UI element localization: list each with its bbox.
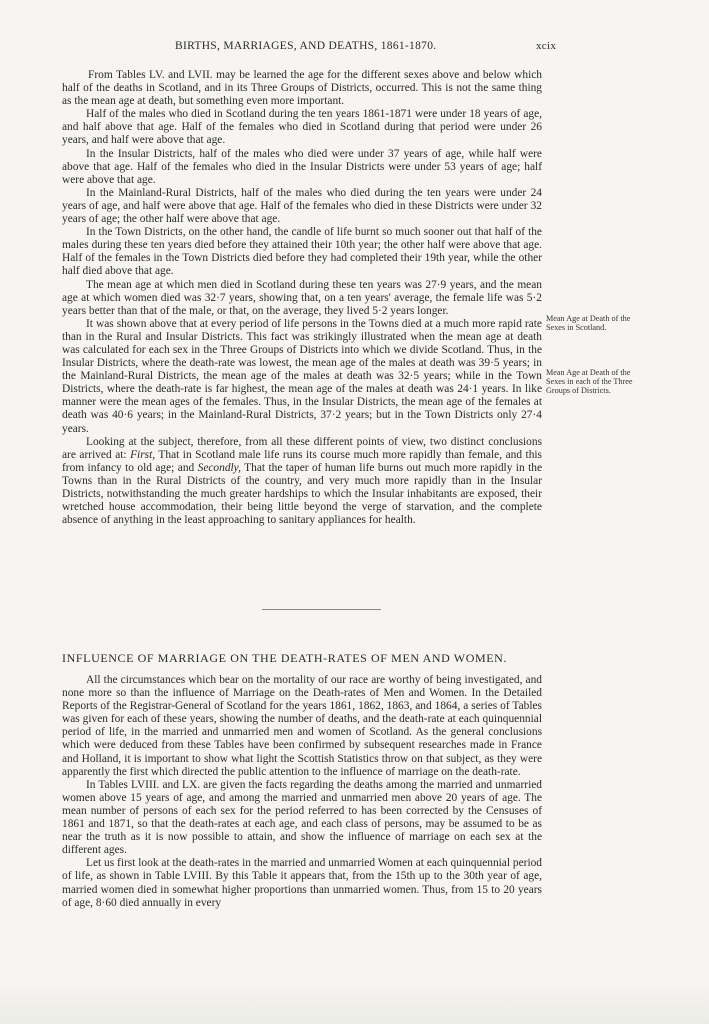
page-bottom-shade bbox=[0, 980, 709, 1024]
paragraph: In the Insular Districts, half of the males who died were under 37 years of age, while half were above that age. Half of the females who died in the Insular Districts were under 53 years of age; half were above that age. bbox=[62, 147, 542, 186]
running-head-title: BIRTHS, MARRIAGES, AND DEATHS, 1861-1870. bbox=[175, 40, 437, 52]
paragraph: In the Town Districts, on the other hand, the candle of life burnt so much sooner out that half of the males during these ten years died before they attained their 10th year; the other half were above that age. Half of the females in the Town Districts died before they had completed their 19th year, while the other half died above that age. bbox=[62, 226, 542, 278]
margin-note-mean-age-sexes: Mean Age at Death of the Sexes in Scotland. bbox=[546, 314, 631, 332]
page-number: xcix bbox=[536, 40, 557, 52]
paragraph: In Tables LVIII. and LX. are given the facts regarding the deaths among the married and unmarried women above 15 years of age, and among the married and unmarried men above 20 years of age. The mean number of persons of each sex for the period referred to has been corrected by the Censuses of 1861 and 1871, so that the death-rates at each age, and each class of persons, may be assumed to be as near the truth as it is now possible to attain, and show the influence of marriage on each sex at the different ages. bbox=[62, 778, 542, 857]
second-conclusion: That the taper of human life burns out much more rapidly in the Towns than in the Rural Districts of the country, and very much more rapidly than in the Insular Districts, notwithstanding the much greater hardships to which the Insular inhabitants are exposed, their wretched house accommodation, their being little beyond the verge of starvation, and the complete absence of anything in the least approaching to sanitary appliances for health. bbox=[62, 461, 542, 527]
paragraph: The mean age at which men died in Scotland during these ten years was 27·9 years, and the mean age at which women died was 32·7 years, showing that, on a ten years' average, the female life was 5·2 years better than that of the male, or that, on the average, they lived 5·2 years longer. bbox=[62, 278, 542, 317]
margin-note-mean-age-districts: Mean Age at Death of the Sexes in each of the Three Groups of Districts. bbox=[546, 368, 633, 395]
second-label: Secondly, bbox=[197, 461, 241, 474]
paragraph: It was shown above that at every period of life persons in the Towns died at a much more rapid rate than in the Rural and Insular Districts. This fact was strikingly illustrated when the mean age at death was calculated for each sex in the Three Groups of Districts into which we divide Scotland. Thus, in the Insular Districts, where the death-rate was lowest, the mean age of the males at death was 39·5 years; in the Mainland-Rural Districts, the mean age of the males at death was 32·5 years; while in the Town Districts, where the death-rate is far highest, the mean age of the males at death was 24·1 years. In like manner were the mean ages of the females. Thus, in the Insular Districts, the mean age of the females at death was 40·6 years; in the Mainland-Rural Districts, 37·2 years; but in the Town Districts only 27·4 years. bbox=[62, 317, 542, 435]
conclusion-lead: Looking at the subject, therefore, from all these different points of view, two distinct conclusions are arrived at: bbox=[62, 435, 542, 461]
first-label: First, bbox=[130, 448, 156, 461]
first-conclusion: That in Scotland male life runs its course much more rapidly than female, and this from infancy to old age; and bbox=[62, 448, 542, 474]
paragraph: In the Mainland-Rural Districts, half of the males who died during the ten years were under 24 years of age, and half were above that age. Half of the females who died in these Districts were under 32 years of age; the other half were above that age. bbox=[62, 186, 542, 226]
section-heading: INFLUENCE OF MARRIAGE ON THE DEATH-RATES OF MEN AND WOMEN. bbox=[62, 651, 508, 665]
section-divider bbox=[262, 609, 381, 610]
paragraph: Half of the males who died in Scotland during the ten years 1861-1871 were under 18 years of age, and half above that age. Half of the females who died in Scotland during that period were under 26 years, and half were above that age. bbox=[62, 108, 542, 147]
conclusion-paragraph bbox=[62, 436, 542, 528]
paragraph: Let us first look at the death-rates in the married and unmarried Women at each quinquennial period of life, as shown in Table LVIII. By this Table it appears that, from the 15th up to the 30th year of age, married women died in somewhat higher proportions than unmarried women. Thus, from 15 to 20 years of age, 8·60 died annually in every bbox=[62, 857, 542, 909]
section-mortality-by-age bbox=[62, 69, 542, 527]
paragraph: All the circumstances which bear on the mortality of our race are worthy of being investigated, and none more so than the influence of Marriage on the Death-rates of Men and Women. In the Detailed Reports of the Registrar-General of Scotland for the years 1861, 1862, 1863, and 1864, a series of Tables was given for each of these years, showing the number of deaths, and the death-rate at each quinquennial period of life, in the married and unmarried men and women of Scotland. As the general conclusions which were deduced from these Tables have been confirmed by subsequent researches made in France and Holland, it is important to show what light the Scottish Statistics throw on that subject, as they were apparently the first which directed the public attention to the influence of marriage on the death-rate. bbox=[62, 674, 542, 778]
paragraph: From Tables LV. and LVII. may be learned the age for the different sexes above and below which half of the deaths in Scotland, and in its Three Groups of Districts, occurred. This is not the same thing as the mean age at death, but something even more important. bbox=[62, 69, 542, 108]
section-marriage-influence bbox=[62, 674, 542, 910]
